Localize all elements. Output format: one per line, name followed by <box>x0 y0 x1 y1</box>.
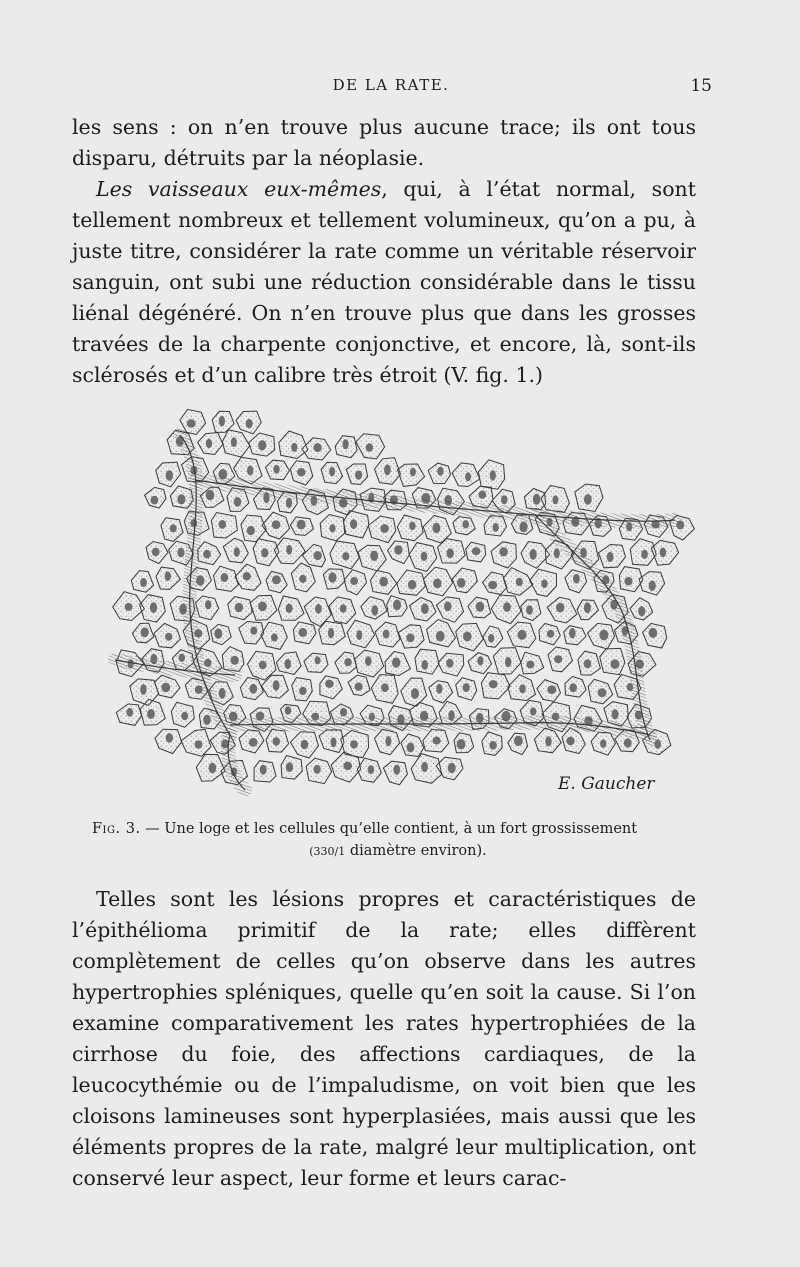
cell-nucleus <box>170 524 177 532</box>
cell-nucleus <box>488 634 494 643</box>
cell-nucleus <box>556 603 564 613</box>
cell-nucleus <box>219 416 225 427</box>
cell-nucleus <box>273 737 281 745</box>
cell-nucleus <box>140 684 146 695</box>
cell-nucleus <box>221 573 229 582</box>
cell-nucleus <box>343 439 349 449</box>
cell-nucleus <box>271 633 278 641</box>
cell-nucleus <box>342 552 349 560</box>
cell-nucleus <box>457 739 466 749</box>
cell-nucleus <box>379 577 388 587</box>
cell-nucleus <box>350 740 358 748</box>
page-number: 15 <box>690 76 712 96</box>
cell-nucleus <box>598 688 607 697</box>
cell-nucleus <box>234 497 242 507</box>
cell-nucleus <box>393 765 400 775</box>
cell-nucleus <box>393 600 401 611</box>
cell-nucleus <box>406 634 414 643</box>
cell-nucleus <box>612 709 619 719</box>
cell-nucleus <box>552 495 558 504</box>
cell-nucleus <box>206 439 212 448</box>
cell-nucleus <box>273 465 279 474</box>
cell-nucleus <box>372 605 379 616</box>
cell-nucleus <box>448 763 456 773</box>
cell-nucleus <box>259 661 267 670</box>
cell-nucleus <box>291 443 297 452</box>
cell-nucleus <box>206 490 215 500</box>
cell-nucleus <box>219 688 226 699</box>
cell-nucleus <box>446 659 453 668</box>
cell-nucleus <box>209 763 217 774</box>
cell-nucleus <box>315 656 321 664</box>
cell-nucleus <box>325 680 334 688</box>
cell-nucleus <box>301 740 309 749</box>
cell-nucleus <box>181 712 188 720</box>
cell-nucleus <box>365 656 372 666</box>
cell-nucleus <box>161 683 170 692</box>
cell-nucleus <box>611 659 620 669</box>
cell-nucleus <box>518 630 527 640</box>
caption-line-2 <box>92 840 704 863</box>
cell-nucleus <box>258 602 267 612</box>
cell-nucleus <box>315 604 322 614</box>
caption-label: Fig. 3. <box>92 821 141 837</box>
cell-nucleus <box>329 572 337 583</box>
paragraph-1: les sens : on n’en trouve plus aucune trace; ils ont tous disparu, détruits par la néoplasie. <box>72 115 696 170</box>
cell-nucleus <box>478 491 486 499</box>
cell-nucleus <box>465 472 471 481</box>
cell-nucleus <box>329 524 335 532</box>
cell-nucleus <box>219 520 227 529</box>
cell-nucleus <box>432 523 440 533</box>
cell-nucleus <box>501 495 508 504</box>
cell-nucleus <box>584 659 592 668</box>
cell-nucleus <box>607 552 614 562</box>
cell-nucleus <box>490 470 496 480</box>
paragraph-3: Telles sont les lésions propres et caractéristiques de l’épithélioma primitif de la rate; elles diffèrent complètement de celles qu’on observe dans les autres hypertrophies spléniques, quelle qu’en soit la cause. Si l’on examine comparativement les rates hypertrophiées de la cirrhose du foie, des affections cardiaques, de la leucocythémie ou de l’impaludisme, on voit bien que les cloisons lamineuses sont hyperplasiées, mais aussi que les éléments propres de la rate, malgré leur multiplication, ont conservé leur aspect, leur forme et leurs carac- <box>72 887 696 1190</box>
cell-nucleus <box>503 602 511 612</box>
cell-nucleus <box>151 496 159 505</box>
cell-nucleus <box>421 552 428 561</box>
cell-nucleus <box>314 551 322 560</box>
tissue-cell <box>452 568 477 593</box>
cell-nucleus <box>519 684 526 693</box>
cell-nucleus <box>177 494 185 504</box>
cell-nucleus <box>433 579 441 589</box>
cell-nucleus <box>422 660 428 670</box>
cell-nucleus <box>247 526 255 535</box>
cell-nucleus <box>526 661 534 669</box>
cell-nucleus <box>569 628 576 638</box>
cell-nucleus <box>554 655 562 663</box>
cell-nucleus <box>125 603 133 611</box>
cell-nucleus <box>385 736 391 746</box>
cell-nucleus <box>421 603 429 614</box>
cell-nucleus <box>249 738 258 747</box>
cell-nucleus <box>297 468 306 476</box>
cell-nucleus <box>499 547 508 556</box>
cell-nucleus <box>328 628 334 638</box>
caption-text: — Une loge et les cellules qu’elle contient, à un fort grossissement <box>140 821 638 837</box>
caption-ratio: (330/1 <box>309 845 346 858</box>
cell-nucleus <box>331 737 337 747</box>
cell-nucleus <box>344 658 352 666</box>
cell-nucleus <box>272 575 281 584</box>
cell-nucleus <box>421 762 428 772</box>
running-title: DE LA RATE. <box>332 76 450 94</box>
paragraph-2-emphasis: Les vaisseaux eux-mêmes <box>96 177 382 201</box>
cell-nucleus <box>569 683 577 692</box>
cell-nucleus <box>366 443 373 452</box>
cell-nucleus <box>488 581 497 589</box>
cell-nucleus <box>457 578 465 588</box>
cell-nucleus <box>299 628 308 637</box>
cell-nucleus <box>599 630 608 641</box>
cell-nucleus <box>409 522 416 530</box>
cell-nucleus <box>505 657 511 667</box>
cell-nucleus <box>231 437 237 447</box>
cell-nucleus <box>250 627 257 635</box>
cell-nucleus <box>584 494 592 505</box>
cell-nucleus <box>541 579 547 588</box>
cell-nucleus <box>462 520 469 528</box>
cell-nucleus <box>356 630 362 640</box>
cell-nucleus <box>286 762 293 772</box>
cell-nucleus <box>408 580 416 590</box>
cell-nucleus <box>493 523 499 532</box>
cell-nucleus <box>444 602 452 612</box>
cell-nucleus <box>649 628 658 638</box>
cell-nucleus <box>437 467 443 476</box>
cell-nucleus <box>436 631 445 642</box>
page-header <box>70 76 712 106</box>
paragraph-2-text: , qui, à l’état normal, sont tellement nombreux et tellement volumineux, qu’on a pu, à juste titre, considérer la rate comme un véritable réservoir sanguin, ont subi une réduction considérable dans le tissu liénal dégénéré. On n’en trouve plus que dans les grosses travées de la charpente conjonctive, et encore, là, sont-ils sclérosés et d’un calibre très étroit (V. fig. 1.) <box>72 177 696 387</box>
cell-nucleus <box>165 633 172 641</box>
cell-nucleus <box>165 571 171 581</box>
cell-nucleus <box>368 765 375 774</box>
cell-nucleus <box>447 548 454 558</box>
cell-nucleus <box>314 443 322 452</box>
cell-nucleus <box>380 524 389 533</box>
cell-nucleus <box>195 740 203 748</box>
cell-nucleus <box>566 737 574 746</box>
cell-nucleus <box>235 603 244 612</box>
cell-nucleus <box>649 581 656 591</box>
cell-nucleus <box>340 708 347 717</box>
cell-nucleus <box>243 572 251 580</box>
cell-nucleus <box>533 494 541 505</box>
cell-nucleus <box>166 733 173 743</box>
cell-nucleus <box>126 708 133 717</box>
cell-nucleus <box>410 468 416 477</box>
cell-nucleus <box>463 683 470 692</box>
cell-nucleus <box>286 604 293 613</box>
cell-nucleus <box>641 550 648 559</box>
cell-nucleus <box>260 765 267 775</box>
cell-nucleus <box>436 684 442 694</box>
cell-nucleus <box>141 627 149 637</box>
cell-nucleus <box>340 604 347 613</box>
cell-nucleus <box>147 709 155 719</box>
cell-nucleus <box>392 658 400 668</box>
cell-nucleus <box>370 551 378 561</box>
cell-nucleus <box>214 629 222 639</box>
cell-nucleus <box>381 683 389 692</box>
cell-nucleus <box>140 578 147 587</box>
cell-nucleus <box>261 548 268 557</box>
cell-nucleus <box>489 680 498 688</box>
cell-nucleus <box>286 545 292 555</box>
cell-nucleus <box>284 659 291 669</box>
cell-nucleus <box>660 548 666 558</box>
cell-nucleus <box>545 736 551 746</box>
cell-nucleus <box>299 575 306 583</box>
cell-nucleus <box>384 464 391 475</box>
caption-end: diamètre environ). <box>345 843 487 859</box>
cell-nucleus <box>152 548 160 556</box>
cell-nucleus <box>350 577 358 585</box>
cell-nucleus <box>547 630 554 638</box>
cell-nucleus <box>547 685 556 694</box>
cell-nucleus <box>343 762 352 770</box>
cell-nucleus <box>166 470 173 481</box>
cell-nucleus <box>258 440 266 450</box>
cell-nucleus <box>247 466 253 476</box>
cell-nucleus <box>297 520 306 530</box>
cell-nucleus <box>314 765 321 774</box>
cell-nucleus <box>530 707 537 715</box>
cell-nucleus <box>249 684 257 694</box>
figure-caption <box>92 818 704 863</box>
cell-nucleus <box>514 736 523 746</box>
cell-nucleus <box>272 520 281 529</box>
cell-nucleus <box>477 656 483 665</box>
cell-nucleus <box>476 602 485 612</box>
cell-nucleus <box>350 519 357 529</box>
cell-nucleus <box>179 654 186 662</box>
illustrator-signature: E. Gaucher <box>558 774 655 794</box>
cell-nucleus <box>203 715 211 725</box>
cell-nucleus <box>285 706 292 714</box>
cell-nucleus <box>205 600 211 609</box>
cell-nucleus <box>273 680 280 691</box>
cell-nucleus <box>624 577 632 586</box>
cell-nucleus <box>573 574 580 584</box>
cell-nucleus <box>624 738 632 747</box>
cell-nucleus <box>554 548 560 558</box>
cell-nucleus <box>203 550 211 559</box>
cell-nucleus <box>230 656 238 665</box>
cell-nucleus <box>472 547 481 555</box>
cell-nucleus <box>638 606 645 616</box>
cell-nucleus <box>234 547 240 557</box>
cell-nucleus <box>394 545 402 555</box>
cell-nucleus <box>463 632 472 642</box>
cell-nucleus <box>530 549 537 560</box>
cell-nucleus <box>407 743 415 753</box>
cell-nucleus <box>299 687 307 695</box>
cell-nucleus <box>584 602 591 613</box>
cell-nucleus <box>520 522 528 533</box>
cell-nucleus <box>489 741 497 750</box>
cell-nucleus <box>433 737 441 745</box>
paragraph-2 <box>72 174 696 391</box>
cell-nucleus <box>383 630 390 639</box>
cell-nucleus <box>600 739 606 748</box>
cell-nucleus <box>355 683 363 691</box>
cell-nucleus <box>355 471 362 480</box>
cell-nucleus <box>177 548 184 558</box>
cell-nucleus <box>187 419 196 427</box>
cell-nucleus <box>150 602 157 613</box>
cell-nucleus <box>526 605 533 615</box>
histology-illustration <box>95 405 695 805</box>
cell-nucleus <box>329 467 335 476</box>
cell-nucleus <box>411 688 419 699</box>
cell-nucleus <box>246 419 253 428</box>
cell-nucleus <box>516 578 523 586</box>
